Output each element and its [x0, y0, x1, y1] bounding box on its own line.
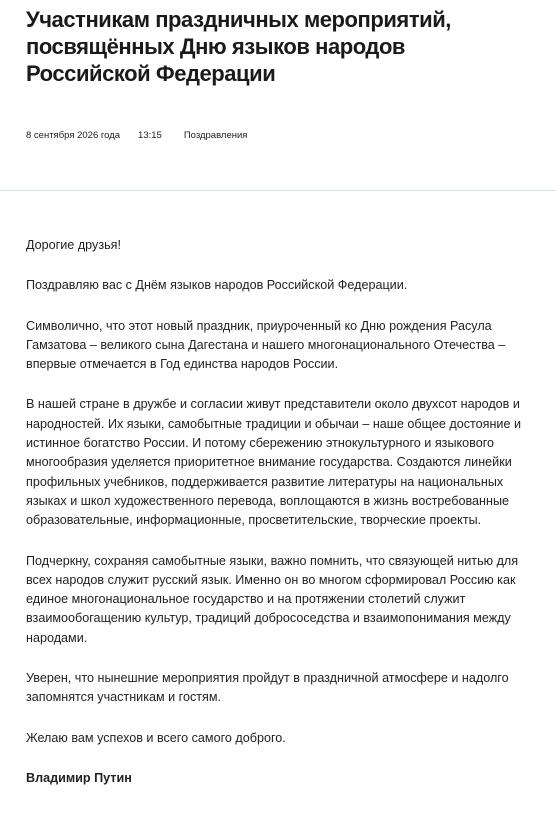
- signature: Владимир Путин: [26, 770, 132, 785]
- body-paragraph: Подчеркну, сохраняя самобытные языки, важно помнить, что связующей нитью для всех народов служит русский язык. Именно он во многом сформировал Россию как единое многонациональное государство и на протяжении столетий служит взаимообогащению культур, традиций добрососедства и взаимопонимания между народами.: [26, 553, 519, 645]
- article-body: [26, 236, 536, 809]
- greeting-paragraph: Дорогие друзья!: [26, 238, 121, 252]
- body-paragraph: В нашей стране в дружбе и согласии живут представители около двухсот народов и народностей. Их языки, самобытные традиции и обычаи – наше общее достояние и истинное богатство России. И потому сбережению этнокультурного и языкового многообразия уделяется приоритетное внимание государства. Создаются линейки профильных учебников, поддерживается развитие литературы на национальных языках и школ художественного перевода, воплощаются в жизнь востребованные образовательные, информационные, просветительские, творческие проекты.: [26, 397, 521, 528]
- article-date: 8 сентября 2026 года: [26, 130, 121, 141]
- body-paragraph: Уверен, что нынешние мероприятия пройдут в праздничной атмосфере и надолго запомнятся участникам и гостям.: [26, 671, 509, 705]
- article-category-link[interactable]: Поздравления: [183, 130, 248, 141]
- article-header: [0, 0, 556, 190]
- closing-paragraph: Желаю вам успехов и всего самого доброго.: [26, 730, 286, 745]
- body-paragraph: Поздравляю вас с Днём языков народов Российской Федерации.: [26, 278, 408, 293]
- article-title: Участникам праздничных мероприятий, посвящённых Дню языков народов Российской Федерации: [26, 7, 451, 86]
- body-paragraph: Символично, что этот новый праздник, приуроченный ко Дню рождения Расула Гамзатова – великого сына Дагестана и нашего многонационального Отечества – впервые отмечается в Год единства народов России.: [26, 318, 506, 372]
- article-time: 13:15: [138, 130, 162, 141]
- header-divider: [0, 190, 556, 191]
- article-meta: [26, 130, 530, 141]
